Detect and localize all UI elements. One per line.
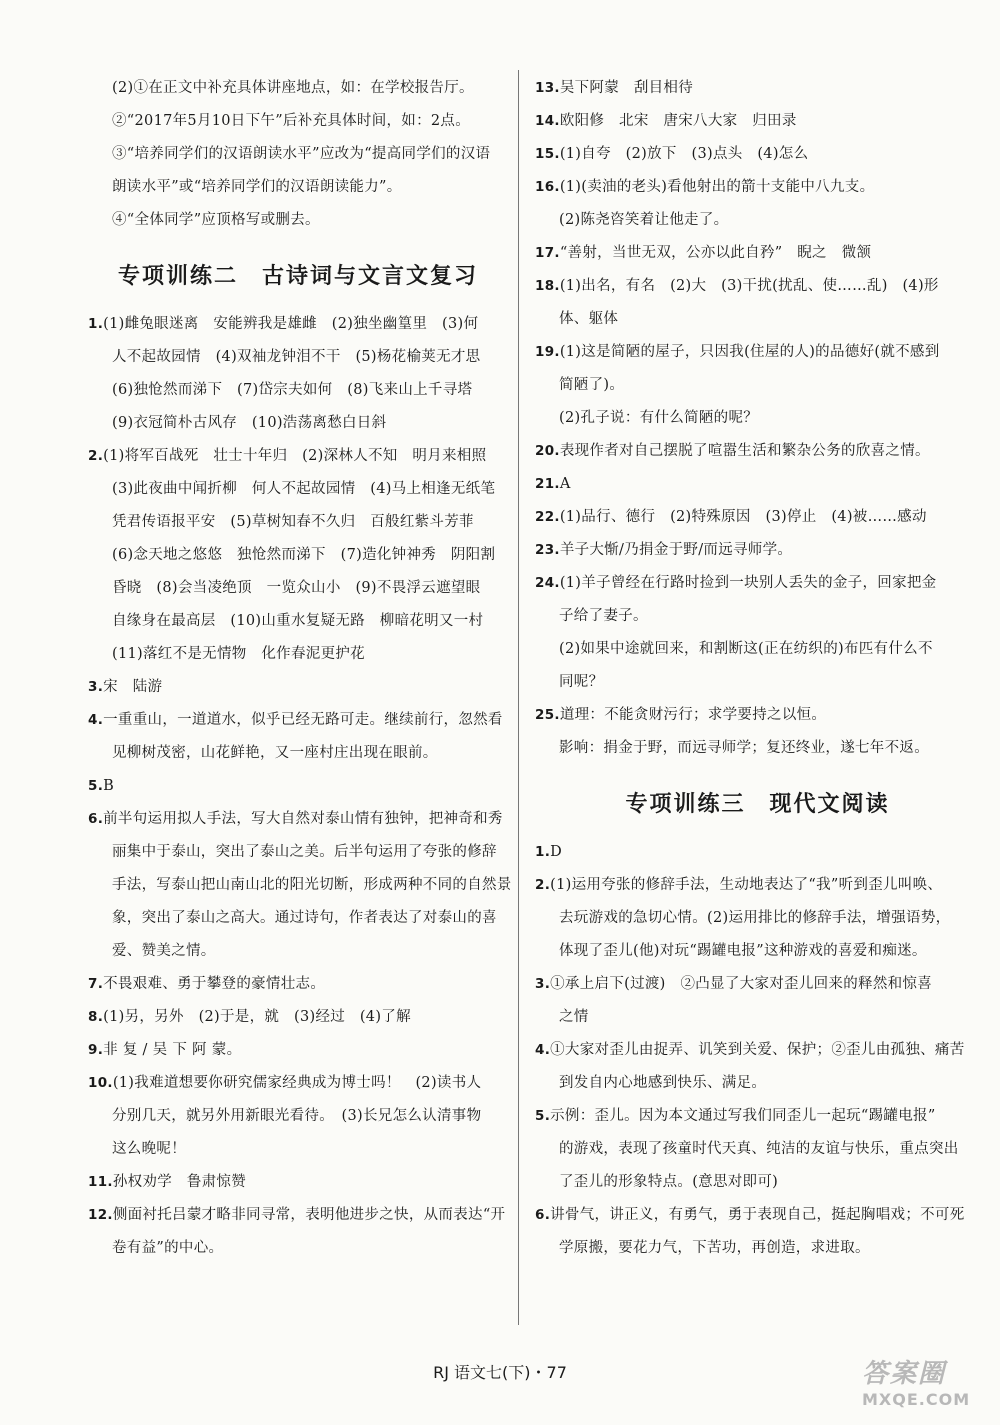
answer-text: (1)自夸 (2)放下 (3)点头 (4)怎么	[559, 146, 809, 162]
item-number: 22.	[535, 509, 560, 525]
answer-text: ①承上启下(过渡) ②凸显了大家对歪儿回来的释然和惊喜	[550, 976, 933, 992]
section-heading: 专项训练二 古诗词与文言文复习	[117, 264, 478, 289]
answer-item	[535, 72, 980, 105]
answer-line	[535, 204, 980, 237]
answer-text: (1)出名，有名 (2)大 (3)干扰(扰乱、使……乱) (4)形	[559, 278, 939, 294]
answer-text: (2)如果中途就回来，和割断这(正在纺织的)布匹有什么不	[559, 641, 933, 657]
item-number: 6.	[535, 1207, 551, 1223]
answer-text: 吴下阿蒙 刮目相待	[559, 80, 694, 96]
answer-line	[535, 369, 980, 402]
answer-item	[535, 869, 980, 902]
answer-item	[535, 270, 980, 303]
answer-line	[88, 869, 512, 902]
answer-line	[535, 666, 980, 699]
item-number: 2.	[88, 448, 104, 464]
item-number: 25.	[535, 707, 560, 723]
answer-item	[535, 1199, 980, 1232]
item-number: 19.	[535, 344, 560, 360]
item-number: 4.	[88, 712, 104, 728]
answer-text: 不畏艰难、勇于攀登的豪情壮志。	[103, 976, 326, 992]
item-number: 16.	[535, 179, 560, 195]
answer-item	[535, 699, 980, 732]
item-number: 14.	[535, 113, 560, 129]
answer-line	[88, 407, 508, 440]
answer-text: (1)品行、德行 (2)特殊原因 (3)停止 (4)被……感动	[559, 509, 927, 525]
answer-text: “善射，当世无双，公亦以此自矜” 睨之 微颔	[559, 245, 872, 261]
answer-text: 侧面衬托吕蒙才略非同寻常，表明他进步之快，从而表达“开	[112, 1207, 506, 1223]
answer-text: 学原搬，要花力气，下苦功，再创造，求进取。	[559, 1240, 870, 1256]
answer-text: 简陋了)。	[559, 377, 625, 393]
answer-line	[88, 1133, 508, 1166]
answer-item	[88, 440, 508, 473]
answer-line	[535, 402, 980, 435]
item-number: 17.	[535, 245, 560, 261]
answer-text: 了歪儿的形象特点。(意思对即可)	[559, 1174, 779, 1190]
answer-item	[88, 308, 508, 341]
answer-text: 手法，写泰山把山南山北的阳光切断，形成两种不同的自然景	[112, 877, 512, 893]
answer-line	[535, 1133, 980, 1166]
answer-item	[88, 968, 508, 1001]
answer-line	[535, 1001, 980, 1034]
answer-text: A	[559, 476, 571, 492]
answer-line	[88, 374, 508, 407]
answer-text: ①大家对歪儿由捉弄、讥笑到关爱、保护；②歪儿由孤独、痛苦	[550, 1042, 965, 1058]
item-number: 1.	[535, 844, 551, 860]
answer-item	[535, 105, 980, 138]
answer-item	[88, 1067, 508, 1100]
answer-item	[535, 138, 980, 171]
answer-text: 体现了歪儿(他)对玩“踢罐电报”这种游戏的喜爱和痴迷。	[559, 943, 927, 959]
answer-text: 凭君传语报平安 (5)草树知春不久归 百般红紫斗芳菲	[112, 514, 474, 530]
answer-text: 前半句运用拟人手法，写大自然对泰山情有独钟，把神奇和秀	[103, 811, 503, 827]
answer-text: 朗读水平”或“培养同学们的汉语朗读能力”。	[112, 179, 402, 195]
watermark-logo	[862, 1353, 982, 1415]
left-column	[88, 72, 512, 1265]
item-number: 1.	[88, 316, 104, 332]
answer-line	[88, 935, 508, 968]
answer-text: 示例：歪儿。因为本文通过写我们同歪儿一起玩“踢罐电报”	[550, 1108, 936, 1124]
answer-item	[88, 1001, 508, 1034]
answer-text: 非 复 / 吴 下 阿 蒙。	[103, 1042, 242, 1058]
answer-item	[535, 836, 980, 869]
answer-item	[535, 468, 980, 501]
item-number: 11.	[88, 1174, 113, 1190]
answer-text: 一重重山，一道道水，似乎已经无路可走。继续前行，忽然看	[103, 712, 503, 728]
answer-text: 欧阳修 北宋 唐宋八大家 归田录	[559, 113, 797, 129]
answer-text: 之情	[559, 1009, 589, 1025]
answer-line	[88, 902, 508, 935]
answer-text: 丽集中于泰山，突出了泰山之美。后半句运用了夸张的修辞	[112, 844, 497, 860]
watermark-text: 答案圈	[862, 1359, 947, 1389]
item-number: 3.	[88, 679, 104, 695]
page-footer: RJ 语文七(下)・77	[433, 1363, 567, 1382]
section-heading: 专项训练三 现代文阅读	[625, 792, 890, 817]
answer-line	[88, 605, 508, 638]
answer-text: 这么晚呢！	[112, 1141, 186, 1157]
answer-item	[88, 803, 508, 836]
item-number: 4.	[535, 1042, 551, 1058]
answer-text: 同呢？	[559, 674, 604, 690]
answer-text: (9)衣冠简朴古风存 (10)浩荡离愁白日斜	[112, 415, 387, 431]
answer-line	[535, 1232, 980, 1265]
right-column	[535, 72, 980, 1265]
answer-text: 子给了妻子。	[559, 608, 648, 624]
answer-text: (1)这是简陋的屋子，只因我(住屋的人)的品德好(就不感到	[559, 344, 940, 360]
answer-text: ②“2017年5月10日下午”后补充具体时间，如：2点。	[112, 113, 471, 129]
answer-line	[535, 1166, 980, 1199]
answer-text: 的游戏，表现了孩童时代天真、纯洁的友谊与快乐，重点突出	[559, 1141, 959, 1157]
answer-line	[88, 1232, 508, 1265]
answer-text: 羊子大惭/乃捐金于野/而远寻师学。	[559, 542, 793, 558]
item-number: 23.	[535, 542, 560, 558]
answer-item	[535, 1100, 980, 1133]
answer-item	[535, 435, 980, 468]
answer-item	[88, 1199, 508, 1232]
answer-text: 见柳树茂密，山花鲜艳，又一座村庄出现在眼前。	[112, 745, 438, 761]
answer-text: (1)我难道想要你研究儒家经典成为博士吗！ (2)读书人	[112, 1075, 482, 1091]
answer-text: 到发自内心地感到快乐、满足。	[559, 1075, 767, 1091]
answer-text: (1)另，另外 (2)于是，就 (3)经过 (4)了解	[103, 1009, 411, 1025]
answer-line	[88, 572, 508, 605]
answer-text: (6)独怆然而涕下 (7)岱宗夫如何 (8)飞来山上千寻塔	[112, 382, 473, 398]
answer-line	[88, 105, 508, 138]
item-number: 13.	[535, 80, 560, 96]
answer-line	[88, 204, 508, 237]
answer-text: B	[103, 778, 115, 794]
answer-text: (1)运用夸张的修辞手法，生动地表达了“我”听到歪儿叫唤、	[550, 877, 943, 893]
answer-text: 体、躯体	[559, 311, 619, 327]
answer-text: 自缘身在最高层 (10)山重水复疑无路 柳暗花明又一村	[112, 613, 484, 629]
item-number: 12.	[88, 1207, 113, 1223]
item-number: 9.	[88, 1042, 104, 1058]
answer-text: (6)念天地之悠悠 独怆然而涕下 (7)造化钟神秀 阴阳割	[112, 547, 496, 563]
answer-text: 道理：不能贪财污行；求学要持之以恒。	[559, 707, 827, 723]
answer-line	[535, 303, 980, 336]
answer-line	[535, 1067, 980, 1100]
answer-line	[88, 638, 508, 671]
answer-item	[535, 534, 980, 567]
watermark-url: MXQE.COM	[862, 1390, 971, 1409]
answer-item	[88, 770, 508, 803]
item-number: 5.	[88, 778, 104, 794]
item-number: 15.	[535, 146, 560, 162]
answer-text: (3)此夜曲中闻折柳 何人不起故园情 (4)马上相逢无纸笔	[112, 481, 496, 497]
item-number: 5.	[535, 1108, 551, 1124]
item-number: 3.	[535, 976, 551, 992]
answer-text: 人不起故园情 (4)双袖龙钟泪不干 (5)杨花榆荚无才思	[112, 349, 481, 365]
answer-text: 孙权劝学 鲁肃惊赞	[112, 1174, 247, 1190]
item-number: 7.	[88, 976, 104, 992]
answer-line	[535, 600, 980, 633]
answer-item	[535, 1034, 980, 1067]
answer-line	[88, 506, 508, 539]
answer-text: (1)雌兔眼迷离 安能辨我是雄雌 (2)独坐幽篁里 (3)何	[103, 316, 479, 332]
answer-line	[88, 171, 508, 204]
answer-line	[88, 72, 508, 105]
answer-line	[535, 902, 980, 935]
answer-text: 影响：捐金于野，而远寻师学；复还终业，遂七年不返。	[559, 740, 929, 756]
answer-item	[535, 336, 980, 369]
answer-text: 爱、赞美之情。	[112, 943, 216, 959]
answer-item	[88, 704, 508, 737]
answer-item	[88, 1166, 508, 1199]
answer-item	[535, 968, 980, 1001]
answer-text: (1)(卖油的老头)看他射出的箭十支能中八九支。	[559, 179, 875, 195]
item-number: 21.	[535, 476, 560, 492]
answer-text: ③“培养同学们的汉语朗读水平”应改为“提高同学们的汉语	[112, 146, 491, 162]
answer-item	[88, 671, 508, 704]
answer-text: (11)落红不是无情物 化作春泥更护花	[112, 646, 365, 662]
answer-text: 去玩游戏的急切心情。(2)运用排比的修辞手法，增强语势，	[559, 910, 951, 926]
answer-text: 卷有益”的中心。	[112, 1240, 224, 1256]
answer-line	[88, 737, 508, 770]
item-number: 20.	[535, 443, 560, 459]
item-number: 24.	[535, 575, 560, 591]
answer-text: 象，突出了泰山之高大。通过诗句，作者表达了对泰山的喜	[112, 910, 497, 926]
answer-line	[88, 473, 508, 506]
answer-item	[88, 1034, 508, 1067]
answer-text: 宋 陆游	[103, 679, 163, 695]
answer-text: 讲骨气，讲正义，有勇气，勇于表现自己，挺起胸唱戏；不可死	[550, 1207, 965, 1223]
item-number: 8.	[88, 1009, 104, 1025]
answer-line	[88, 1100, 508, 1133]
answer-line	[88, 341, 508, 374]
answer-item	[535, 567, 980, 600]
item-number: 6.	[88, 811, 104, 827]
answer-text: 昏晓 (8)会当凌绝顶 一览众山小 (9)不畏浮云遮望眼	[112, 580, 481, 596]
answer-line	[535, 935, 980, 968]
answer-text: ④“全体同学”应顶格写或删去。	[112, 212, 320, 228]
answer-text: D	[550, 844, 563, 860]
item-number: 10.	[88, 1075, 113, 1091]
answer-text: 分别几天，就另外用新眼光看待。 (3)长兄怎么认清事物	[112, 1108, 482, 1124]
answer-line	[88, 138, 508, 171]
answer-text: (1)羊子曾经在行路时捡到一块别人丢失的金子，回家把金	[559, 575, 937, 591]
answer-text: (2)孔子说：有什么简陋的呢？	[559, 410, 759, 426]
answer-line	[535, 633, 980, 666]
answer-line	[88, 836, 508, 869]
answer-line	[535, 732, 980, 765]
answer-text: (2)①在正文中补充具体讲座地点，如：在学校报告厅。	[112, 80, 474, 96]
column-divider	[518, 70, 519, 1325]
answer-item	[535, 237, 980, 270]
answer-line	[88, 539, 508, 572]
answer-text: 表现作者对自己摆脱了喧嚣生活和繁杂公务的欣喜之情。	[559, 443, 930, 459]
answer-text: (1)将军百战死 壮士十年归 (2)深林人不知 明月来相照	[103, 448, 487, 464]
answer-item	[535, 501, 980, 534]
answer-text: (2)陈尧咨笑着让他走了。	[559, 212, 729, 228]
item-number: 2.	[535, 877, 551, 893]
item-number: 18.	[535, 278, 560, 294]
answer-item	[535, 171, 980, 204]
